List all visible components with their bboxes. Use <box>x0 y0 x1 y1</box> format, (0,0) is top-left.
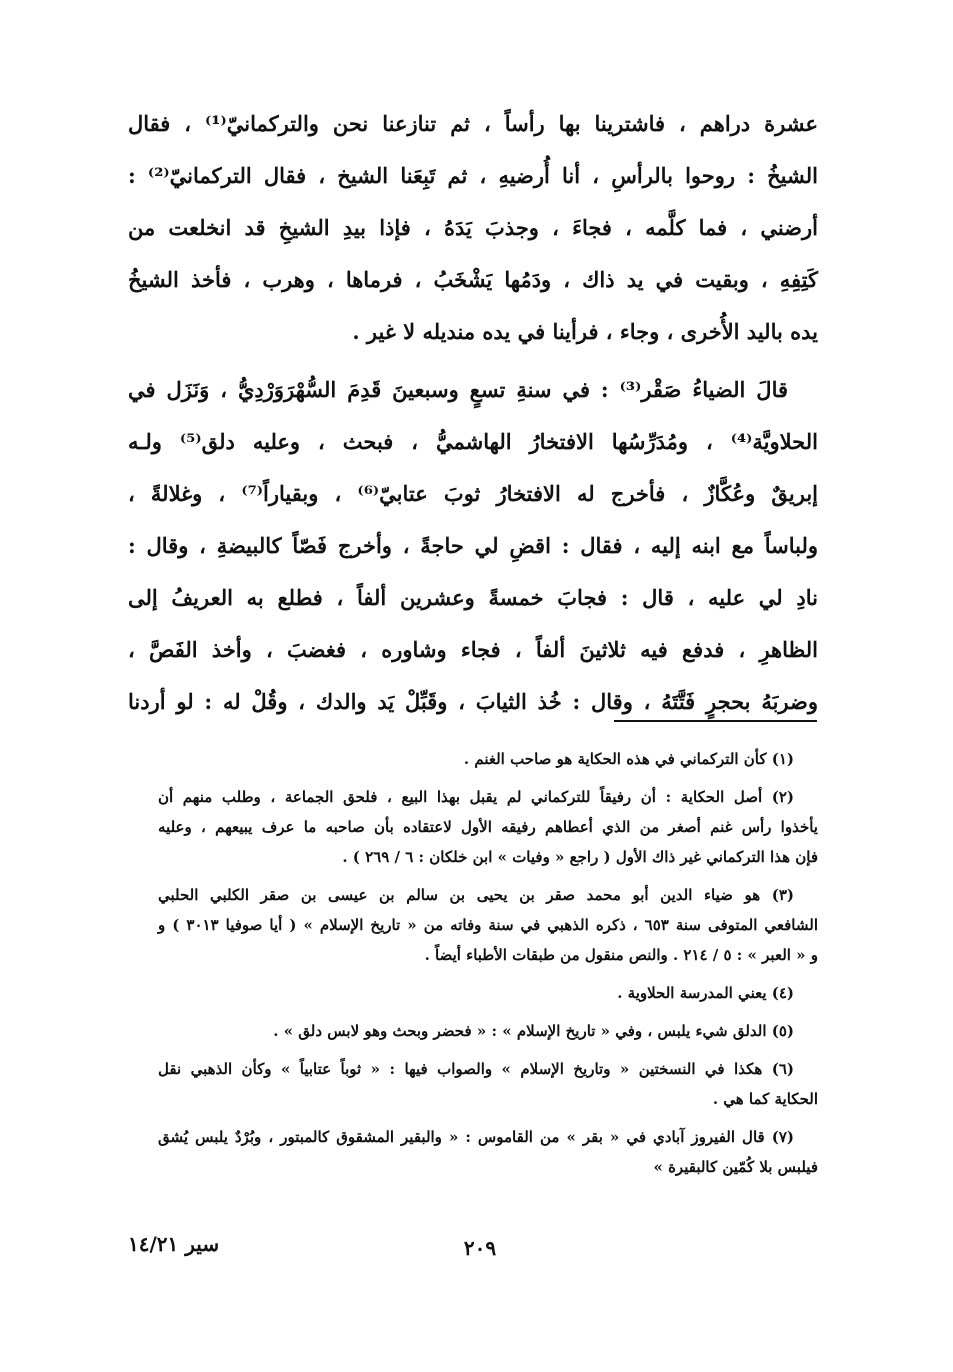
page-number: ٢٠٩ <box>463 1236 497 1260</box>
footnote-line: (٤) يعني المدرسة الحلاوية . <box>617 984 794 1002</box>
text-line: وضربَهُ بحجرٍ فَتَّتَهُ ، وقال : خُذ الثيابَ ، وقَبِّلْ يَد والدك ، وقُلْ له : لو أردنا <box>128 689 818 714</box>
text-line: كَتِفِهِ ، وبقيت في يد ذاك ، ودَمُها يَشْخَبُ ، فرماها ، وهرب ، فأخذ الشيخُ <box>128 267 818 292</box>
footnote-6 <box>158 1054 818 1114</box>
footnote-2 <box>158 782 818 872</box>
footnote-line: يأخذوا رأس غنم أصغر من الذي أعطاهم رفيقه الأول لاعتقاده بأن صاحبه ما عرف يبيعهم ، وعليه <box>158 818 818 836</box>
footnote-line: (٢) أصل الحكاية : أن رفيقاً للتركماني لم يقبل بهذا البيع ، فلحق الجماعة ، وطلب منهم أن <box>158 788 794 806</box>
text-line: قالَ الضياءُ صَقْر⁽³⁾ : في سنةِ تسعٍ وسبعينَ قَدِمَ السُّهْرَوَرْدِيُّ ، وَنَزَل في <box>128 377 789 402</box>
paragraph-1 <box>128 98 818 358</box>
text-line: أرضني ، فما كلَّمه ، فجاءَ ، وجذبَ يَدَهُ ، فإذا بيدِ الشيخِ قد انخلعت من <box>128 215 818 240</box>
footnote-1 <box>158 744 818 774</box>
text-line: الظاهرِ ، فدفع فيه ثلاثينَ ألفاً ، فجاء وشاوره ، فغضبَ ، وأخذ الفَصَّ ، <box>128 637 818 662</box>
footnote-3 <box>158 880 818 970</box>
footnote-line: (٧) قال الفيروز آبادي في « بقر » من القاموس : « والبقير المشقوق كالمبتور ، وبُرْدٌ يلبس يُشق <box>158 1128 794 1146</box>
footnote-4 <box>158 978 818 1008</box>
footnote-line: (٥) الدلق شيء يلبس ، وفي « تاريخ الإسلام » : « فحضر وبحث وهو لابس دلق » . <box>273 1022 794 1040</box>
footnote-line: و « العبر » : ٥ / ٢١٤ . والنص منقول من طبقات الأطباء أيضاً . <box>424 946 818 964</box>
printer-signature: سير ١٤/٢١ <box>128 1232 220 1256</box>
text-line: نادِ لي عليه ، قال : فجابَ خمسةً وعشرين ألفاً ، فطلع به العريفُ إلى <box>128 585 818 610</box>
paragraph-2 <box>128 364 818 728</box>
footnote-line: (١) كأن التركماني في هذه الحكاية هو صاحب الغنم . <box>463 750 794 768</box>
footnote-line: فإن هذا التركماني غير ذاك الأول ( راجع « وفيات » ابن خلكان : ٦ / ٢٦٩ ) . <box>342 848 818 866</box>
footnote-line: الشافعي المتوفى سنة ٦٥٣ ، ذكره الذهبي في سنة وفاته من « تاريخ الإسلام » ( أيا صوفيا ٣٠١٣ ) و <box>158 916 818 934</box>
footnote-line: الحكاية كما هي . <box>712 1090 818 1108</box>
footnotes <box>158 744 818 1190</box>
footnote-line: (٦) هكذا في النسختين « وتاريخ الإسلام » والصواب فيها : « ثوباً عتابياً » وكأن الذهبي نقل <box>158 1060 794 1078</box>
text-line: عشرة دراهم ، فاشترينا بها رأساً ، ثم تنازعنا نحن والتركمانيّ⁽¹⁾ ، فقال <box>128 111 818 136</box>
footnote-5 <box>158 1016 818 1046</box>
text-line: الحلاويَّة⁽⁴⁾ ، ومُدَرِّسُها الافتخارُ الهاشميُّ ، فبحث ، وعليه دلق⁽⁵⁾ ولـه <box>128 429 818 454</box>
text-line: ولباساً مع ابنه إليه ، فقال : اقضِ لي حاجةً ، وأخرج فَصّاً كالبيضةِ ، وقال : <box>128 533 818 558</box>
text-line: إبريقٌ وعُكَّازٌ ، فأخرج له الافتخارُ ثوبَ عتابيّ⁽⁶⁾ ، وبقياراً⁽⁷⁾ ، وغلالةً ، <box>128 481 818 506</box>
footnote-line: (٣) هو ضياء الدين أبو محمد صقر بن يحيى بن سالم بن عيسى بن صقر الكلبي الحلبي <box>158 886 794 904</box>
footnote-divider <box>614 720 817 722</box>
footnote-7 <box>158 1122 818 1182</box>
text-line: الشيخُ : روحوا بالرأسِ ، أنا أُرضيهِ ، ثم تَبِعَنا الشيخ ، فقال التركمانيّ⁽²⁾ : <box>128 163 818 188</box>
main-text <box>128 98 818 728</box>
footnote-line: فيلبس بلا كُمّين كالبقيرة » <box>653 1158 818 1176</box>
text-line: يده باليد الأُخرى ، وجاء ، فرأينا في يده منديله لا غير . <box>352 319 818 344</box>
